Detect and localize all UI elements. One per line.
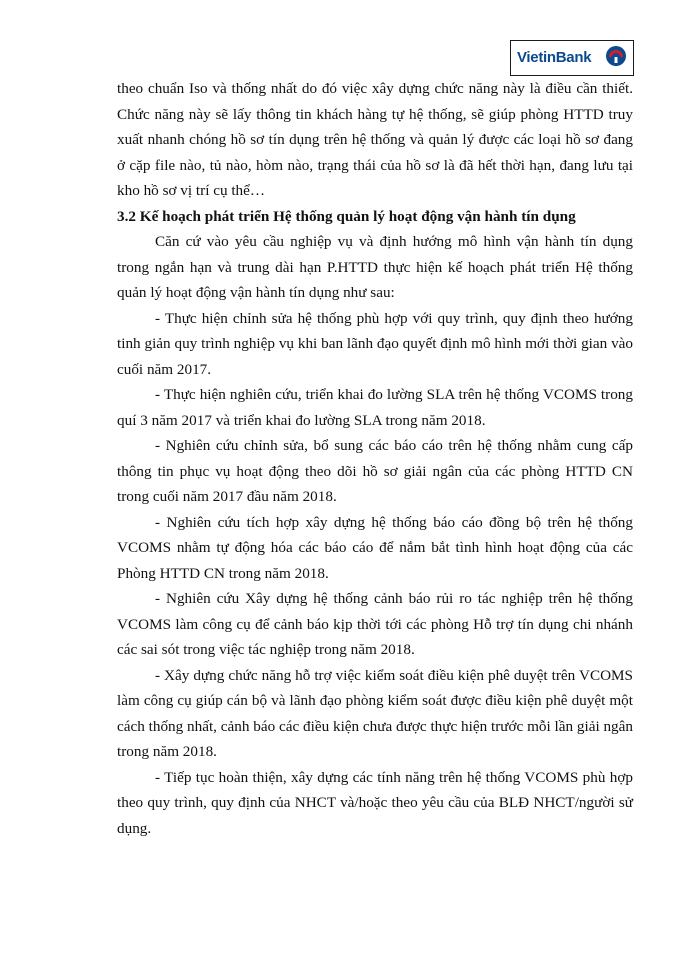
plan-item: - Nghiên cứu Xây dựng hệ thống cảnh báo rủi ro tác nghiệp trên hệ thống VCOMS làm công cụ để cảnh báo kịp thời tới các phòng Hỗ trợ tín dụng chi nhánh các sai sót trong việc tác nghiệp trong năm 2018. bbox=[117, 590, 633, 658]
plan-item: - Nghiên cứu tích hợp xây dựng hệ thống báo cáo đồng bộ trên hệ thống VCOMS nhằm tự động hóa các báo cáo để nắm bắt tình hình hoạt động của các Phòng HTTD CN trong năm 2018. bbox=[117, 513, 633, 582]
logo-text: VietinBank bbox=[517, 49, 592, 66]
section-heading: 3.2 Kế hoạch phát triển Hệ thống quản lý hoạt động vận hành tín dụng bbox=[117, 207, 576, 225]
plan-item: - Thực hiện nghiên cứu, triển khai đo lường SLA trên hệ thống VCOMS trong quí 3 năm 2017 và triển khai đo lường SLA trong năm 2018. bbox=[117, 386, 633, 429]
plan-item: - Tiếp tục hoàn thiện, xây dựng các tính năng trên hệ thống VCOMS phù hợp theo quy trình, quy định của NHCT và/hoặc theo yêu cầu của BLĐ NHCT/người sử dụng. bbox=[117, 768, 633, 837]
plan-item: - Nghiên cứu chỉnh sửa, bổ sung các báo cáo trên hệ thống nhằm cung cấp thông tin phục vụ hoạt động theo dõi hồ sơ giải ngân của các phòng HTTD CN trong cuối năm 2017 đầu năm 2018. bbox=[117, 437, 633, 505]
vietinbank-emblem-icon bbox=[605, 45, 627, 67]
intro-paragraph: theo chuẩn Iso và thống nhất do đó việc xây dựng chức năng này là điều cần thiết. Chức năng này sẽ lấy thông tin khách hàng tự hệ thống, sẽ giúp phòng HTTD truy xuất nhanh chóng hồ sơ tín dụng trên hệ thống và quản lý được các loại hồ sơ đang ở cặp file nào, tủ nào, hòm nào, trạng thái của hồ sơ là đã hết thời hạn, đang lưu tại kho hồ sơ vị trí cụ thể… bbox=[117, 80, 633, 199]
section-lead-paragraph: Căn cứ vào yêu cầu nghiệp vụ và định hướng mô hình vận hành tín dụng trong ngắn hạn và trung dài hạn P.HTTD thực hiện kế hoạch phát triển Hệ thống quản lý hoạt động vận hành tín dụng như sau: bbox=[117, 233, 633, 301]
document-body bbox=[117, 76, 633, 841]
plan-item: - Xây dựng chức năng hỗ trợ việc kiểm soát điều kiện phê duyệt trên VCOMS làm công cụ giúp cán bộ và lãnh đạo phòng kiểm soát được điều kiện phê duyệt một cách thống nhất, cảnh báo các điều kiện chưa được thực hiện trước mỗi lần giải ngân trong năm 2018. bbox=[117, 666, 633, 760]
plan-item: - Thực hiện chỉnh sửa hệ thống phù hợp với quy trình, quy định theo hướng tinh giản quy trình nghiệp vụ khi ban lãnh đạo quyết định mô hình mới thời gian vào cuối năm 2017. bbox=[117, 309, 633, 378]
vietinbank-logo bbox=[510, 40, 634, 76]
